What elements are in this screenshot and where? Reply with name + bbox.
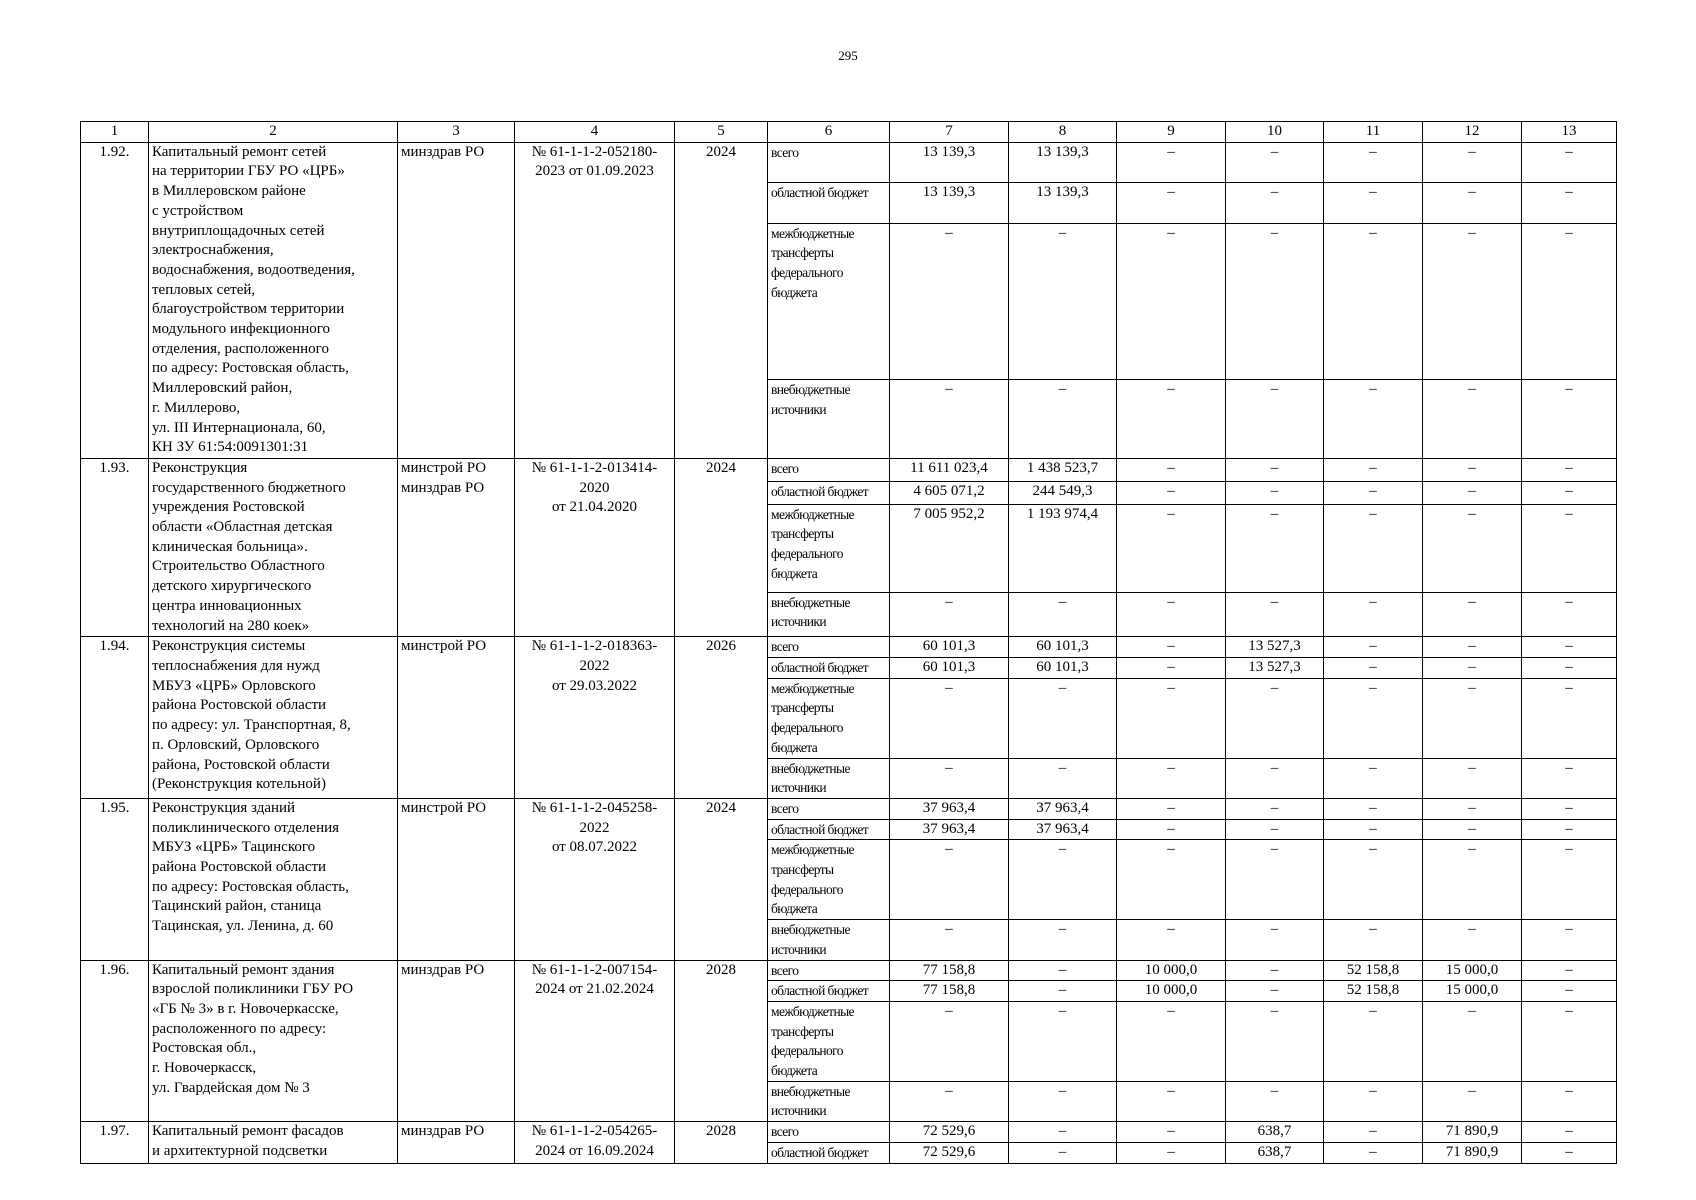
funding-value: – [1009, 1122, 1117, 1143]
funding-value: – [1324, 840, 1423, 920]
funding-value: – [1226, 819, 1324, 840]
funding-value: 71 890,9 [1423, 1142, 1522, 1163]
funding-value: 72 529,6 [890, 1122, 1009, 1143]
funding-value: – [1324, 1001, 1423, 1081]
funding-value: – [1423, 592, 1522, 637]
funding-value: – [1324, 223, 1423, 379]
funding-value: 7 005 952,2 [890, 504, 1009, 592]
funding-value: – [1324, 678, 1423, 758]
item-number: 1.93. [81, 458, 149, 636]
funding-value: – [1117, 223, 1226, 379]
funding-value: – [1226, 183, 1324, 224]
funding-source: межбюджетные трансферты федерального бюджета [768, 1001, 890, 1081]
funding-value: – [1117, 657, 1226, 678]
item-number: 1.96. [81, 960, 149, 1122]
item-name: Реконструкция государственного бюджетного учреждения Ростовской области «Областная детская клиническая больница». Строительство Областного детского хирургического центра инновационных технологий на 280 коек» [149, 458, 398, 636]
funding-source: внебюджетные источники [768, 1081, 890, 1121]
funding-value: – [1117, 1142, 1226, 1163]
funding-source: областной бюджет [768, 657, 890, 678]
funding-source: областной бюджет [768, 1142, 890, 1163]
funding-value: – [1226, 1081, 1324, 1121]
funding-value: – [1522, 481, 1617, 504]
funding-value: – [1324, 504, 1423, 592]
funding-value: 37 963,4 [890, 798, 1009, 819]
funding-value: 37 963,4 [1009, 819, 1117, 840]
funding-value: – [1117, 592, 1226, 637]
item-document: № 61-1-1-2-013414- 2020 от 21.04.2020 [515, 458, 675, 636]
funding-value: – [1226, 592, 1324, 637]
funding-source: областной бюджет [768, 183, 890, 224]
funding-value: 13 139,3 [890, 142, 1009, 183]
funding-value: 4 605 071,2 [890, 481, 1009, 504]
funding-value: – [1009, 981, 1117, 1002]
funding-value: – [1423, 678, 1522, 758]
funding-value: – [1324, 142, 1423, 183]
funding-value: – [1117, 481, 1226, 504]
item-executor: минстрой РО [398, 637, 515, 799]
funding-source: межбюджетные трансферты федерального бюджета [768, 223, 890, 379]
item-year: 2028 [675, 1122, 768, 1163]
item-name: Капитальный ремонт сетей на территории ГБУ РО «ЦРБ» в Миллеровском районе с устройством внутриплощадочных сетей электроснабжения, водоснабжения, водоотведения, тепловых сетей, благоустройством территории модульного инфекционного отделения, расположенного по адресу: Ростовская область, Миллеровский район, г. Миллерово, ул. III Интернационала, 60, КН ЗУ 61:54:0091301:31 [149, 142, 398, 458]
funding-value: – [1117, 637, 1226, 658]
funding-value: – [1324, 920, 1423, 960]
funding-value: 15 000,0 [1423, 960, 1522, 981]
item-executor: минздрав РО [398, 142, 515, 458]
funding-value: 60 101,3 [890, 657, 1009, 678]
funding-value: 244 549,3 [1009, 481, 1117, 504]
funding-value: – [1117, 458, 1226, 481]
column-number-header: 11 [1324, 122, 1423, 143]
item-year: 2024 [675, 798, 768, 960]
funding-value: – [1226, 840, 1324, 920]
item-executor: минздрав РО [398, 960, 515, 1122]
funding-value: – [1423, 379, 1522, 458]
funding-value: 10 000,0 [1117, 960, 1226, 981]
column-number-header: 3 [398, 122, 515, 143]
funding-value: – [1522, 637, 1617, 658]
funding-value: – [1522, 920, 1617, 960]
funding-value: – [1423, 142, 1522, 183]
funding-value: – [1226, 920, 1324, 960]
funding-value: – [890, 1001, 1009, 1081]
funding-value: – [1522, 758, 1617, 798]
funding-value: – [1423, 798, 1522, 819]
funding-value: – [1226, 758, 1324, 798]
item-document: № 61-1-1-2-045258- 2022 от 08.07.2022 [515, 798, 675, 960]
item-year: 2028 [675, 960, 768, 1122]
funding-source: областной бюджет [768, 981, 890, 1002]
funding-value: – [890, 920, 1009, 960]
funding-value: – [890, 223, 1009, 379]
funding-value: – [1324, 819, 1423, 840]
funding-value: 638,7 [1226, 1142, 1324, 1163]
funding-row [81, 458, 1617, 481]
funding-value: – [1522, 981, 1617, 1002]
funding-value: – [1522, 592, 1617, 637]
funding-value: – [1117, 504, 1226, 592]
funding-value: 60 101,3 [1009, 657, 1117, 678]
funding-value: – [1117, 1122, 1226, 1143]
funding-value: – [1522, 379, 1617, 458]
funding-value: – [1423, 1001, 1522, 1081]
funding-value: – [1423, 1081, 1522, 1121]
funding-value: – [1226, 1001, 1324, 1081]
funding-row [81, 960, 1617, 981]
funding-value: – [1324, 758, 1423, 798]
funding-value: – [1117, 758, 1226, 798]
funding-value: 72 529,6 [890, 1142, 1009, 1163]
funding-value: – [1423, 657, 1522, 678]
funding-source: всего [768, 142, 890, 183]
column-number-header: 6 [768, 122, 890, 143]
funding-value: – [1522, 657, 1617, 678]
funding-value: – [1117, 1081, 1226, 1121]
funding-value: – [1522, 1142, 1617, 1163]
funding-value: – [1324, 183, 1423, 224]
funding-value: – [1226, 481, 1324, 504]
funding-value: – [1009, 1142, 1117, 1163]
funding-value: – [1324, 657, 1423, 678]
page-number: 295 [838, 48, 858, 63]
funding-value: – [1117, 183, 1226, 224]
column-number-header: 10 [1226, 122, 1324, 143]
funding-value: – [890, 592, 1009, 637]
item-name: Реконструкция зданий поликлинического отделения МБУЗ «ЦРБ» Тацинского района Ростовской области по адресу: Ростовская область, Тацинский район, станица Тацинская, ул. Ленина, д. 60 [149, 798, 398, 960]
funding-value: – [1226, 379, 1324, 458]
item-name: Реконструкция системы теплоснабжения для нужд МБУЗ «ЦРБ» Орловского района Ростовской области по адресу: ул. Транспортная, 8, п. Орловский, Орловского района, Ростовской области (Реконструкция котельной) [149, 637, 398, 799]
funding-value: – [1009, 1001, 1117, 1081]
funding-row [81, 798, 1617, 819]
item-document: № 61-1-1-2-054265- 2024 от 16.09.2024 [515, 1122, 675, 1163]
funding-value: – [1522, 183, 1617, 224]
funding-value: 71 890,9 [1423, 1122, 1522, 1143]
column-number-header: 9 [1117, 122, 1226, 143]
funding-value: – [1009, 758, 1117, 798]
funding-value: – [1423, 840, 1522, 920]
funding-value: – [1009, 1081, 1117, 1121]
funding-value: – [1324, 798, 1423, 819]
funding-value: 37 963,4 [1009, 798, 1117, 819]
column-number-header: 8 [1009, 122, 1117, 143]
item-year: 2026 [675, 637, 768, 799]
funding-value: 13 139,3 [1009, 183, 1117, 224]
funding-source: межбюджетные трансферты федерального бюджета [768, 840, 890, 920]
funding-value: 52 158,8 [1324, 981, 1423, 1002]
funding-value: 77 158,8 [890, 981, 1009, 1002]
program-table [80, 121, 1617, 1164]
funding-value: – [1522, 840, 1617, 920]
funding-value: – [1324, 1142, 1423, 1163]
funding-value: – [1324, 1122, 1423, 1143]
funding-value: – [1117, 142, 1226, 183]
funding-source: межбюджетные трансферты федерального бюджета [768, 678, 890, 758]
item-document: № 61-1-1-2-007154- 2024 от 21.02.2024 [515, 960, 675, 1122]
funding-source: всего [768, 637, 890, 658]
item-number: 1.94. [81, 637, 149, 799]
funding-value: – [1423, 920, 1522, 960]
funding-value: – [1423, 458, 1522, 481]
funding-value: 1 438 523,7 [1009, 458, 1117, 481]
funding-source: внебюджетные источники [768, 920, 890, 960]
item-executor: минздрав РО [398, 1122, 515, 1163]
funding-value: 638,7 [1226, 1122, 1324, 1143]
funding-value: 13 139,3 [890, 183, 1009, 224]
funding-value: – [1009, 223, 1117, 379]
funding-value: – [1324, 481, 1423, 504]
funding-value: 37 963,4 [890, 819, 1009, 840]
funding-value: – [1009, 592, 1117, 637]
funding-value: – [1226, 504, 1324, 592]
funding-value: – [1423, 819, 1522, 840]
funding-row [81, 142, 1617, 183]
funding-value: – [1522, 798, 1617, 819]
funding-source: всего [768, 1122, 890, 1143]
item-document: № 61-1-1-2-052180- 2023 от 01.09.2023 [515, 142, 675, 458]
funding-value: – [1009, 960, 1117, 981]
funding-value: – [1324, 592, 1423, 637]
column-number-header: 2 [149, 122, 398, 143]
column-number-row [81, 122, 1617, 143]
funding-value: – [1423, 758, 1522, 798]
funding-value: 13 139,3 [1009, 142, 1117, 183]
funding-value: 60 101,3 [890, 637, 1009, 658]
funding-value: 11 611 023,4 [890, 458, 1009, 481]
item-executor: минстрой РО [398, 798, 515, 960]
item-number: 1.97. [81, 1122, 149, 1163]
funding-value: – [1522, 1122, 1617, 1143]
funding-value: – [1009, 678, 1117, 758]
funding-value: 10 000,0 [1117, 981, 1226, 1002]
funding-value: – [1522, 819, 1617, 840]
item-executor: минстрой РО минздрав РО [398, 458, 515, 636]
funding-value: – [1226, 960, 1324, 981]
funding-value: – [1226, 981, 1324, 1002]
funding-value: 15 000,0 [1423, 981, 1522, 1002]
funding-value: – [1324, 458, 1423, 481]
funding-value: – [1522, 1081, 1617, 1121]
funding-source: внебюджетные источники [768, 379, 890, 458]
funding-value: – [1117, 840, 1226, 920]
funding-row [81, 1122, 1617, 1143]
item-number: 1.95. [81, 798, 149, 960]
funding-value: – [1226, 678, 1324, 758]
item-name: Капитальный ремонт здания взрослой поликлиники ГБУ РО «ГБ № 3» в г. Новочеркасске, расположенного по адресу: Ростовская обл., г. Новочеркасск, ул. Гвардейская дом № 3 [149, 960, 398, 1122]
column-number-header: 13 [1522, 122, 1617, 143]
funding-value: – [1117, 819, 1226, 840]
funding-value: – [1226, 142, 1324, 183]
funding-value: 77 158,8 [890, 960, 1009, 981]
funding-value: – [890, 758, 1009, 798]
funding-value: – [1117, 678, 1226, 758]
funding-value: 52 158,8 [1324, 960, 1423, 981]
funding-value: – [1423, 183, 1522, 224]
funding-value: – [1324, 637, 1423, 658]
funding-value: – [890, 1081, 1009, 1121]
funding-source: внебюджетные источники [768, 758, 890, 798]
funding-value: – [1423, 637, 1522, 658]
funding-value: – [890, 379, 1009, 458]
funding-source: внебюджетные источники [768, 592, 890, 637]
funding-value: – [1522, 960, 1617, 981]
funding-value: – [1117, 798, 1226, 819]
funding-source: межбюджетные трансферты федерального бюджета [768, 504, 890, 592]
funding-value: – [1324, 379, 1423, 458]
funding-value: 13 527,3 [1226, 657, 1324, 678]
column-number-header: 5 [675, 122, 768, 143]
funding-value: – [1009, 840, 1117, 920]
funding-source: всего [768, 798, 890, 819]
funding-value: – [1522, 1001, 1617, 1081]
funding-value: – [1226, 798, 1324, 819]
funding-source: всего [768, 458, 890, 481]
funding-value: – [1324, 1081, 1423, 1121]
funding-value: – [1522, 142, 1617, 183]
funding-value: – [1226, 458, 1324, 481]
funding-value: – [1522, 504, 1617, 592]
item-document: № 61-1-1-2-018363- 2022 от 29.03.2022 [515, 637, 675, 799]
funding-value: 1 193 974,4 [1009, 504, 1117, 592]
funding-value: – [1009, 379, 1117, 458]
funding-value: – [1522, 223, 1617, 379]
funding-value: – [1009, 920, 1117, 960]
funding-source: областной бюджет [768, 819, 890, 840]
funding-value: – [1226, 223, 1324, 379]
funding-value: 13 527,3 [1226, 637, 1324, 658]
column-number-header: 12 [1423, 122, 1522, 143]
funding-value: – [1423, 223, 1522, 379]
column-number-header: 1 [81, 122, 149, 143]
funding-value: – [1117, 379, 1226, 458]
column-number-header: 4 [515, 122, 675, 143]
item-number: 1.92. [81, 142, 149, 458]
funding-value: – [1423, 504, 1522, 592]
funding-value: – [1522, 458, 1617, 481]
funding-source: всего [768, 960, 890, 981]
column-number-header: 7 [890, 122, 1009, 143]
item-year: 2024 [675, 458, 768, 636]
funding-value: – [890, 678, 1009, 758]
funding-value: – [1117, 920, 1226, 960]
funding-value: – [1117, 1001, 1226, 1081]
funding-value: 60 101,3 [1009, 637, 1117, 658]
funding-row [81, 637, 1617, 658]
funding-source: областной бюджет [768, 481, 890, 504]
funding-value: – [890, 840, 1009, 920]
item-year: 2024 [675, 142, 768, 458]
funding-value: – [1423, 481, 1522, 504]
funding-value: – [1522, 678, 1617, 758]
item-name: Капитальный ремонт фасадов и архитектурной подсветки [149, 1122, 398, 1163]
